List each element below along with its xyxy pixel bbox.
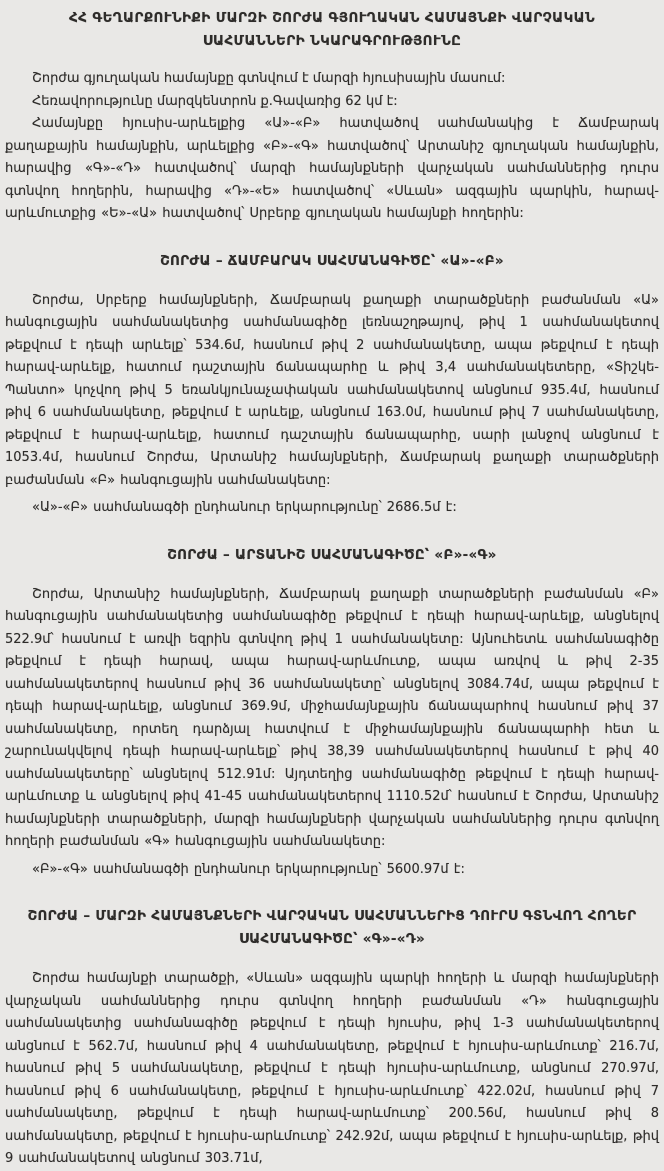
length-note-b-g: «Բ»-«Գ» սահմանագծի ընդհանուր երկարությունը՝ 5600.97մ է: bbox=[32, 861, 465, 877]
length-note-a-b: «Ա»-«Բ» սահմանագծի ընդհանուր երկարությունը՝ 2686.5մ է: bbox=[32, 500, 457, 515]
section-heading-shorzha-artanish: ՇՈՐԺԱ – ԱՐՏԱՆԻՇ ՍԱՀՄԱՆԱԳԻԾԸ՝ «Բ»-«Գ» bbox=[167, 546, 497, 563]
section-body-shorzha-artanish: Շորժա, Արտանիշ համայնքների, Ճամբարակ քաղաքի տարածքների բաժանման «Բ» հանգուցային սահմանակետից սահմանագիծը թեքվում է դեպի հարավ-արևելք, անցնելով 522.9մ՝ հասնում է առվի եզրին գտնվող թիվ 1 սահմանակետը: Այնուհետև սահմանագիծը թեքվում է դեպի հարավ, ապա հարավ-արևմուտք, ապա առվով և թիվ 2-35 սահմանակետերով հասնում թիվ 36 սահմանակետը՝ անցնելով 3084.74մ, ապա թեքվում է դեպի հարավ-արևելք, անցնում 369.9մ, միջհամայնքային ճանապարհով հասնում թիվ 37 սահմանակետը, որտեղ դարձյալ հատվում է միջհամայնքային ճանապարհի հետ և շարունակվելով դեպի հարավ-արևելք՝ թիվ 38,39 սահմանակետերով հասնում է թիվ 40 սահմանակետերը՝ անցնելով 512.91մ: Այդտեղից սահմանագիծը թեքվում է դեպի հարավ-արևմուտք և անցնելով թիվ 41-45 սահմանակետերով 1110.52մ՝ հասնում է Շորժա, Արտանիշ համայնքների տարածքների, մարզի համայնքների վարչական սահմաններից դուրս գտնվող հողերի բաժանման «Գ» հանգուցային սահմանակետը: bbox=[5, 586, 659, 849]
section-heading-shorzha-chambarak: ՇՈՐԺԱ – ՃԱՄԲԱՐԱԿ ՍԱՀՄԱՆԱԳԻԾԸ՝ «Ա»-«Բ» bbox=[160, 252, 504, 269]
intro-line-distance: Հեռավորությունը մարզկենտրոն ք.Գավառից 62 կմ է: bbox=[32, 93, 398, 109]
adjacency-paragraph: Համայնքը հյուսիս-արևելքից «Ա»-«Բ» հատվածով սահմանակից է Ճամբարակ քաղաքային համայնքին, արևելքից «Բ»-«Գ» հատվածով՝ Արտանիշ գյուղական համայնքին, հարավից «Գ»-«Դ» հատվածով՝ մարզի համայնքների վարչական սահմաններից դուրս գտնվող հողերին, հարավից «Դ»-«Ե» հատվածով՝ «Սևան» ազգային պարկին, հարավ-արևմուտքից «Ե»-«Ա» հատվածով՝ Սրբերք գյուղական համայնքի հողերին: bbox=[5, 116, 659, 221]
section-body-shorzha-outside-lands: Շորժա համայնքի տարածքի, «Սևան» ազգային պարկի հողերի և մարզի համայնքների վարչական սահմաններից դուրս գտնվող հողերի բաժանման «Դ» հանգուցային սահմանակետից սահմանագիծը թեքվում է դեպի հյուսիս, թիվ 1-3 սահմանակետերով անցնում է 562.7մ, հասնում թիվ 4 սահմանակետը, թեքվում է հյուսիս-արևմուտք՝ 216.7մ, հասնում թիվ 5 սահմանակետը, թեքվում է դեպի հյուսիս-արևմուտք, անցնում 270.97մ, հասնում թիվ 6 սահմանակետը, թեքվում է հյուսիս-արևմուտք՝ 422.02մ, հասնում թիվ 7 սահմանակետը, թեքվում է դեպի հարավ-արևմուտք՝ 200.56մ, հասնում թիվ 8 սահմանակետը, թեքվում է հյուսիս-արևմուտք՝ 242.92մ, ապա թեքվում է հյուսիս-արևելք, թիվ 9 սահմանակետով անցնում 303.71մ, bbox=[5, 971, 659, 1166]
intro-line-location: Շորժա գյուղական համայնքը գտնվում է մարզի հյուսիսային մասում: bbox=[32, 71, 506, 86]
section-shorzha-outside-lands bbox=[5, 905, 659, 1171]
document-title: ՀՀ ԳԵՂԱՐՔՈՒՆԻՔԻ ՄԱՐԶԻ ՇՈՐԺԱ ԳՅՈՒՂԱԿԱՆ ՀԱՄԱՅՆՔԻ ՎԱՐՉԱԿԱՆ ՍԱՀՄԱՆՆԵՐԻ ՆԿԱՐԱԳՐՈՒԹՅՈՒՆԸ bbox=[68, 10, 596, 49]
section-heading-shorzha-outside-lands: ՇՈՐԺԱ – ՄԱՐԶԻ ՀԱՄԱՅՆՔՆԵՐԻ ՎԱՐՉԱԿԱՆ ՍԱՀՄԱՆՆԵՐԻՑ ԴՈՒՐՍ ԳՏՆՎՈՂ ՀՈՂԵՐ ՍԱՀՄԱՆԱԳԻԾԸ՝ «Գ»-«Դ» bbox=[27, 908, 637, 947]
section-body-shorzha-chambarak: Շորժա, Սրբերք համայնքների, Ճամբարակ քաղաքի տարածքների բաժանման «Ա» հանգուցային սահմանակետից սահմանագիծը լեռնաշղթայով, թիվ 1 սահմանակետով թեքվում է դեպի արևելք՝ 534.6մ, հասնում թիվ 2 սահմանակետը, ապա թեքվում է դեպի հարավ-արևելք, հատում դաշտային ճանապարհը և թիվ 3,4 սահմանակետերը, «Տիշկե-Պանտո» կոչվող թիվ 5 եռանկյունաչափական սահմանակետով անցնում 935.4մ, հասնում թիվ 6 սահմանակետը, թեքվում է արևելք, անցնում 163.0մ, հասնում թիվ 7 սահմանակետը, թեքվում է հարավ-արևելք, հատում դաշտային ճանապարհը, սարի լանջով անցնում է 1053.4մ, հասնում Շորժա, Արտանիշ համայնքների, Ճամբարակ քաղաքի տարածքների բաժանման «Բ» հանգուցային սահմանակետը: bbox=[5, 292, 659, 488]
section-shorzha-artanish bbox=[5, 544, 659, 882]
section-shorzha-chambarak bbox=[5, 250, 659, 520]
